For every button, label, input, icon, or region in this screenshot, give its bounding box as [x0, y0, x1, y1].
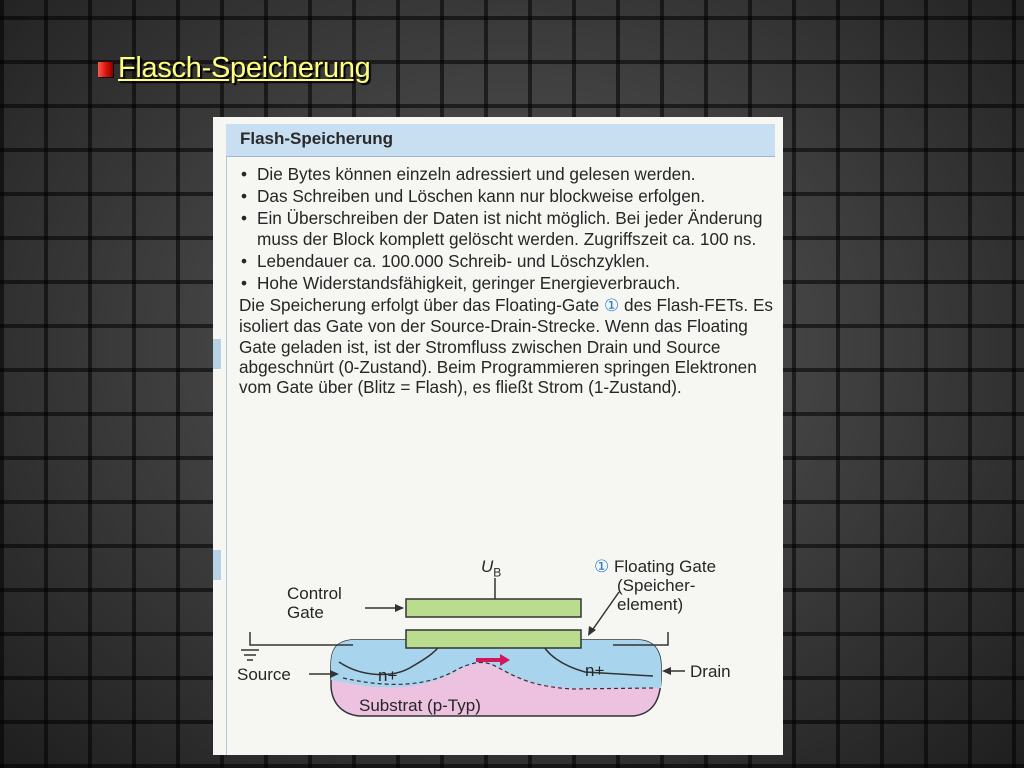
drain-arrowhead — [662, 667, 671, 675]
list-item: • Das Schreiben und Löschen kann nur blockweise erfolgen. — [239, 186, 773, 206]
substrate-label: Substrat (p-Typ) — [359, 696, 481, 715]
slide-title-text: Flasch-Speicherung — [118, 52, 371, 84]
floating-gate — [406, 630, 581, 648]
scan-header-title: Flash-Speicherung — [240, 129, 394, 148]
electron-flow-arrow — [476, 658, 502, 662]
source-label: Source — [237, 665, 291, 684]
scan-header-bar — [226, 124, 775, 157]
scan-text-content — [239, 164, 773, 397]
drain-label: Drain — [690, 662, 731, 681]
list-item: • Die Bytes können einzeln adressiert und gelesen werden. — [239, 164, 773, 184]
paragraph-text-end: des Flash-FETs. Es isoliert das Gate von der Source-Drain-Strecke. Wenn das Floating Gate geladen ist, ist der Stromfluss zwischen Drain und Source abgeschnürt (0-Zustand). Beim Programmieren springen Elektronen vom Gate über (Blitz = Flash), es fließt Strom (1-Zustand). — [239, 295, 774, 398]
scanned-page-image — [213, 117, 783, 755]
control-gate-label: Control Gate — [287, 584, 342, 622]
red-square-bullet-icon — [98, 62, 113, 77]
paragraph-text-start: Die Speicherung erfolgt über das Floating-Gate — [239, 295, 600, 316]
source-terminal-line — [250, 632, 353, 645]
reference-marker: ① — [603, 296, 620, 316]
list-item: • Ein Überschreiben der Daten ist nicht möglich. Bei jeder Änderung muss der Block komplett gelöscht werden. Zugriffszeit ca. 100 ns. — [239, 208, 773, 248]
list-item: • Hohe Widerstandsfähigkeit, geringer Energieverbrauch. — [239, 273, 773, 293]
n-plus-right-label: n+ — [585, 661, 605, 680]
floating-gate-label: ① Floating Gate (Speicher- element) — [594, 557, 717, 614]
list-item: • Lebendauer ca. 100.000 Schreib- und Löschzyklen. — [239, 251, 773, 271]
control-gate-arrowhead — [395, 604, 404, 612]
control-gate — [406, 599, 581, 617]
bullet-list — [239, 164, 773, 293]
page-edge-marker — [213, 339, 221, 369]
n-plus-left-label: n+ — [378, 666, 398, 685]
flash-fet-diagram — [213, 554, 783, 755]
description-paragraph — [239, 295, 773, 397]
ub-label: $U_B$ — [481, 557, 502, 580]
slide-title — [98, 52, 371, 85]
